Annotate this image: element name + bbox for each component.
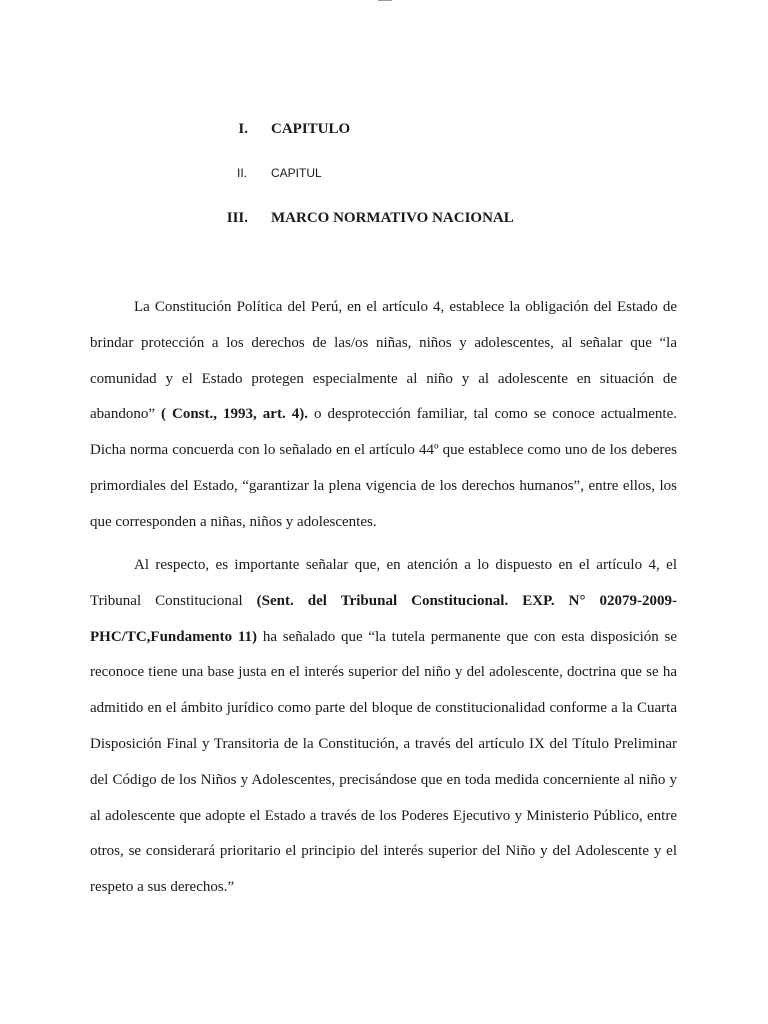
paragraph-text: o desprotección familiar, tal como se conoce actualmente. Dicha norma concuerda con lo señalado en el artículo 44º que establece como uno de los deberes primordiales del Estado, “garantizar la plena vigencia de los derechos humanos”, entre ellos, los que corresponden a niñas, niños y adolescentes. <box>90 406 678 530</box>
heading-number: II. <box>236 166 247 180</box>
tribunal-citation: (Sent. del Tribunal Constitucional. EXP. N° 02079-2009-PHC/TC,Fundamento 11) <box>90 592 677 645</box>
heading-chapter-2 <box>0 166 768 190</box>
page-top-mark <box>378 0 392 1</box>
body-paragraph-1 <box>90 290 677 541</box>
paragraph-text: Al respecto, es importante señalar que, en atención a lo dispuesto en el artículo 4, el Tribunal Constitucional <box>90 557 677 609</box>
heading-number: I. <box>238 121 248 137</box>
paragraph-text: ha señalado que “la tutela permanente que con esta disposición se reconoce tiene una base justa en el interés superior del niño y del adolescente, doctrina que se ha admitido en el ámbito jurídico como parte del bloque de constitucionalidad conforme a la Cuarta Disposición Final y Transitoria de la Constitución, a través del artículo IX del Título Preliminar del Código de los Niños y Adolescentes, precisándose que en toda medida concerniente al niño y al adolescente que adopte el Estado a través de los Poderes Ejecutivo y Ministerio Público, entre otros, se considerará prioritario el principio del interés superior del Niño y del Adolescente y el respeto a sus derechos.” <box>90 628 678 896</box>
heading-chapter-3 <box>0 210 768 234</box>
constitution-citation: ( Const., 1993, art. 4). <box>161 406 308 423</box>
heading-chapter-1 <box>0 121 768 145</box>
heading-text: MARCO NORMATIVO NACIONAL <box>271 210 514 226</box>
heading-text: CAPITULO <box>271 121 351 137</box>
paragraph-text: La Constitución Política del Perú, en el artículo 4, establece la obligación del Estado de brindar protección a los derechos de las/os niñas, niños y adolescentes, al señalar que “la comunidad y el Estado protegen especialmente al niño y al adolescente en situación de abandono” <box>90 299 677 423</box>
body-paragraph-2 <box>90 548 677 906</box>
heading-text: CAPITUL <box>271 166 322 180</box>
heading-number: III. <box>226 210 248 226</box>
